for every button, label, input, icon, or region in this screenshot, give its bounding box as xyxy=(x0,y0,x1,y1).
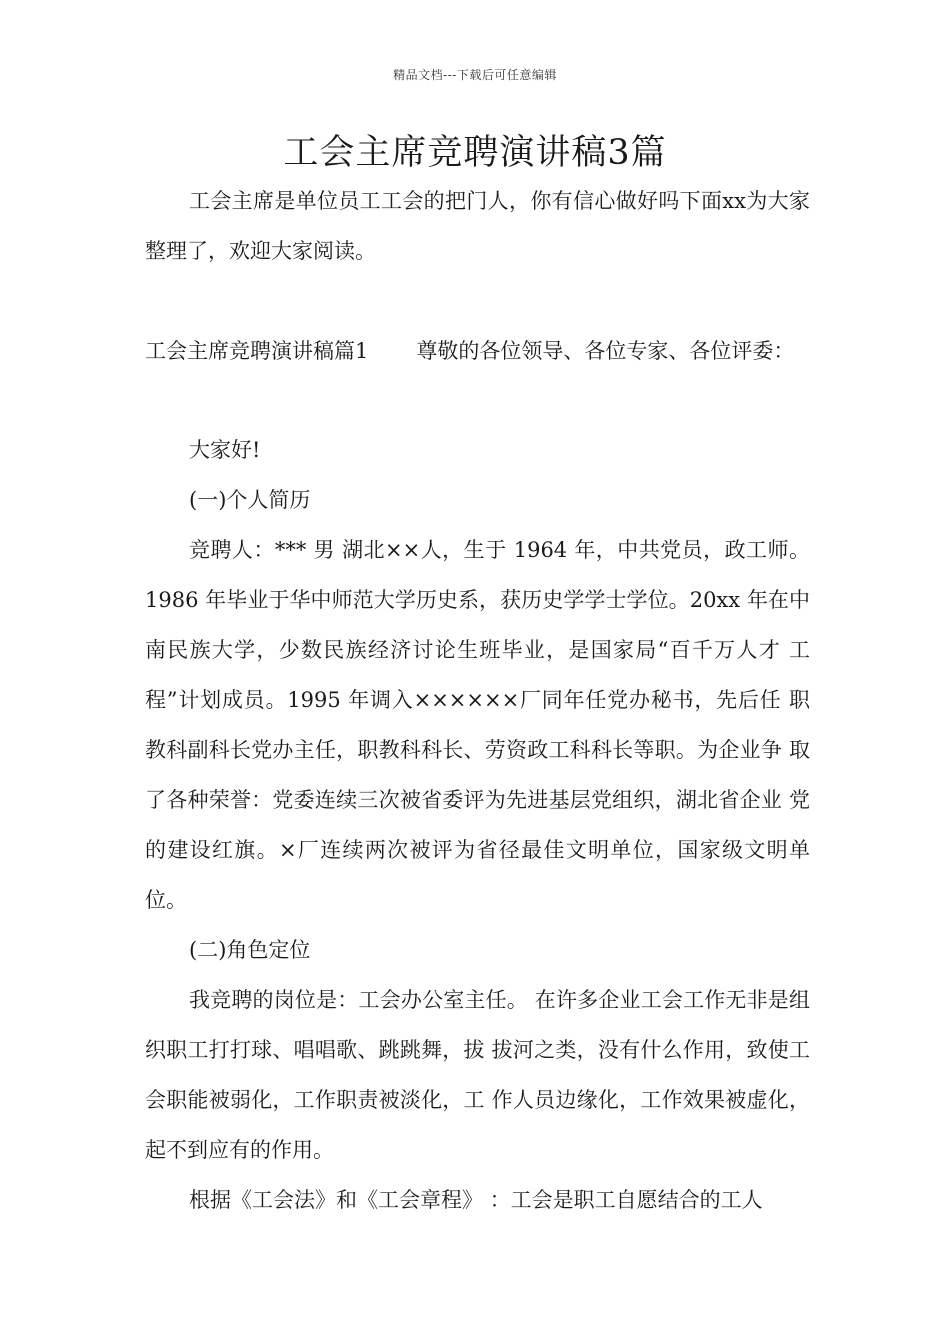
part2-heading: (二)角色定位 xyxy=(189,938,311,962)
part2-paragraph: 我竞聘的岗位是：工会办公室主任。 在许多企业工会工作无非是组织职工打打球、唱唱歌、跳跳舞，拔 拔河之类，没有什么作用，致使工会职能被弱化，工作职责被淡化，工 作人员边缘化，工作效果被虚化，起不到应有的作用。 xyxy=(145,988,810,1162)
greeting: 大家好! xyxy=(189,438,261,462)
part3-paragraph: 根据《工会法》和《工会章程》 ：工会是职工自愿结合的工人 xyxy=(189,1188,763,1212)
part1-paragraph: 竞聘人：*** 男 湖北××人，生于 1964 年，中共党员，政工师。 1986 年毕业于华中师范大学历史系，获历史学学士学位。20xx 年在中 南民族大学，少数民族经济讨论生班毕业，是国家局“百千万人才 工程”计划成员。1995 年调入××××××厂同年任党办秘书，先后任 职教科副科长党办主任，职教科科长、劳资政工科科长等职。为企业争 取了各种荣誉：党委连续三次被省委评为先进基层党组织，湖北省企业 党的建设红旗。×厂连续两次被评为省径最佳文明单位，国家级文明单 位。 xyxy=(145,538,810,912)
section-heading: 工会主席竞聘演讲稿篇1 xyxy=(145,339,369,363)
header-note: 精品文档---下载后可任意编辑 xyxy=(393,68,557,82)
intro-paragraph: 工会主席是单位员工工会的把门人，你有信心做好吗下面xx为大家整理了，欢迎大家阅读。 xyxy=(145,189,810,263)
document-title: 工会主席竞聘演讲稿3篇 xyxy=(283,133,667,173)
part1-heading: (一)个人简历 xyxy=(189,488,311,512)
section-heading-paragraph xyxy=(145,326,810,376)
salutation: 尊敬的各位领导、各位专家、各位评委： xyxy=(416,339,795,363)
